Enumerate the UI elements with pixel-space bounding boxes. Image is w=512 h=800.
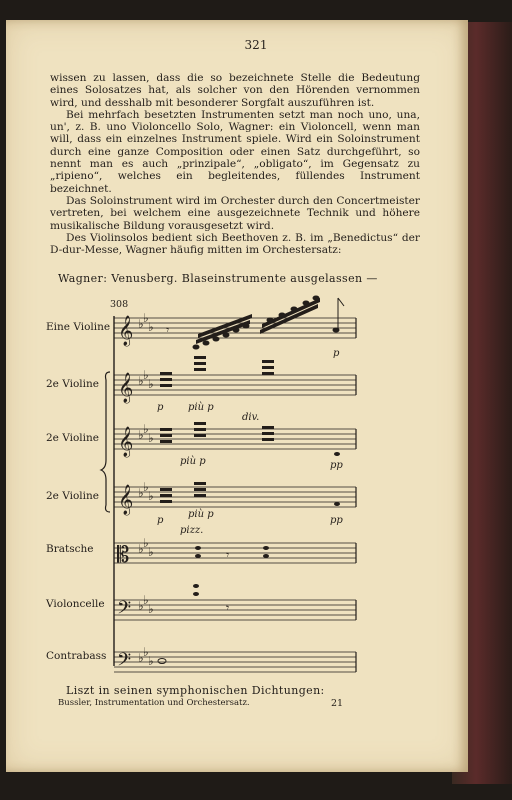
svg-text:♭: ♭ <box>138 428 144 442</box>
instrument-label-viola: Bratsche <box>46 543 94 555</box>
alto-clef-icon: 𝄡 <box>117 543 130 568</box>
paragraph-3: Das Soloinstrument wird im Orchester durch den Concertmeister vertreten, bei welchem eine ausgezeichnete Technik und höhere musikalische Bildung vorausgesetzt wird. <box>50 194 420 232</box>
svg-text:♭: ♭ <box>138 651 144 665</box>
dynamic-piu-p: più p <box>188 402 214 413</box>
dynamic-piu-p: più p <box>180 456 206 467</box>
dynamic-p: p <box>157 515 164 526</box>
dynamic-piu-p: più p <box>188 509 214 520</box>
instrument-label-violin-2a: 2e Violine <box>46 378 100 390</box>
treble-clef-icon: 𝄞 <box>118 427 134 457</box>
violin-brace <box>101 372 110 512</box>
svg-text:♭: ♭ <box>138 486 144 500</box>
marking-div: div. <box>242 412 260 423</box>
instrument-label-violin-2c: 2e Violine <box>46 490 100 502</box>
dynamic-p: p <box>333 348 340 359</box>
svg-text:♭: ♭ <box>148 602 154 616</box>
svg-text:♭: ♭ <box>148 431 154 445</box>
svg-text:♭: ♭ <box>143 645 149 659</box>
instrument-label-contrabass: Contrabass <box>46 650 107 662</box>
treble-clef-icon: 𝄞 <box>118 373 134 403</box>
marking-pizz: pizz. <box>180 525 204 536</box>
treble-clef-icon: 𝄞 <box>118 316 134 346</box>
dynamic-pp: pp <box>330 460 343 471</box>
treble-clef-icon: 𝄞 <box>118 485 134 515</box>
key-signatures <box>138 311 154 668</box>
dynamic-pp: pp <box>330 515 343 526</box>
svg-text:𝄾: 𝄾 <box>226 548 230 562</box>
svg-text:♭: ♭ <box>138 374 144 388</box>
footer-source: Bussler, Instrumentation und Orchestersatz. <box>58 698 250 708</box>
dynamic-p: p <box>157 402 164 413</box>
svg-text:♭: ♭ <box>148 489 154 503</box>
instrument-label-violin-2b: 2e Violine <box>46 432 100 444</box>
solo-violin-run <box>166 296 344 349</box>
svg-text:𝄾: 𝄾 <box>166 323 170 337</box>
svg-text:♭: ♭ <box>143 422 149 436</box>
svg-text:♭: ♭ <box>143 593 149 607</box>
svg-text:♭: ♭ <box>148 377 154 391</box>
bass-clef-icon: 𝄢 <box>117 650 132 675</box>
svg-text:𝄾: 𝄾 <box>226 601 230 615</box>
svg-text:♭: ♭ <box>143 536 149 550</box>
example-caption: Wagner: Venusberg. Blaseinstrumente ausgelassen — <box>58 272 378 285</box>
svg-text:♭: ♭ <box>143 368 149 382</box>
paragraph-2: Bei mehrfach besetzten Instrumenten setzt man noch uno, una, un', z. B. uno Violoncello Solo, Wagner: ein Violoncell, wenn man will, dass ein einzelnes Instrument spiele. Wird ein Soloinstrument durch eine ganze Composition oder einen Satz durchgeführt, so nennt man es auch „prinzipale“, „obligato“, im Gegensatz zu „ripieno“, welches ein begleitendes, füllendes Instrument bezeichnet. <box>50 108 420 195</box>
closing-caption: Liszt in seinen symphonischen Dichtungen: <box>66 684 325 697</box>
instrument-label-violin-solo: Eine Violine <box>46 321 111 333</box>
svg-text:♭: ♭ <box>148 545 154 559</box>
page-number: 321 <box>244 38 268 52</box>
svg-text:♭: ♭ <box>148 320 154 334</box>
svg-text:♭: ♭ <box>138 542 144 556</box>
footer-signature: 21 <box>331 698 344 709</box>
measure-number: 308 <box>110 299 129 310</box>
tremolo-chords <box>160 356 340 506</box>
bass-clef-icon: 𝄢 <box>117 598 132 623</box>
svg-text:♭: ♭ <box>148 654 154 668</box>
svg-text:♭: ♭ <box>143 480 149 494</box>
paragraph-4: Des Violinsolos bedient sich Beethoven z. B. im „Benedictus“ der D-dur-Messe, Wagner häufig mitten im Orchestersatz: <box>50 231 420 257</box>
svg-text:♭: ♭ <box>138 317 144 331</box>
instrument-label-cello: Violoncelle <box>46 598 105 610</box>
svg-text:♭: ♭ <box>138 599 144 613</box>
paragraph-1: wissen zu lassen, dass die so bezeichnete Stelle die Bedeutung eines Solosatzes hat, als solcher von den Hörenden vernommen wird, und desshalb mit besonderer Sorgfalt auszuführen ist. <box>50 72 420 109</box>
svg-text:♭: ♭ <box>143 311 149 325</box>
